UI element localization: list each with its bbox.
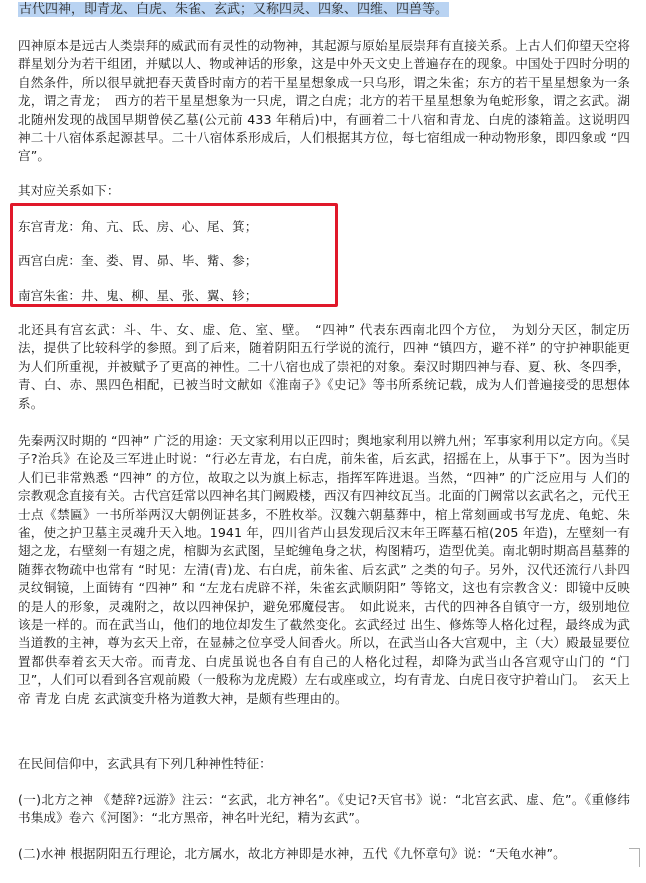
paragraph-usage: 先秦两汉时期的 “四神” 广泛的用途：天文家利用以正四时；舆地家利用以辨九州；军事家利用以定方向。《吴子?治兵》在论及三军进止时说：“行必左青龙，右白虎，前朱雀，后玄武，招摇在上，从事于下”。因为当时人们已非常熟悉 “四神” 的方位，故取之以为旗上标志，指挥军阵进退。当然，“四神” 的广泛应用与 人们的宗教观念直接有关。古代宫廷常以四神名其门阙殿楼，西汉有四神纹瓦当。北面的门阙常以玄武名之，元代王士点《禁匾》一书所举两汉大朝例证甚多，不胜枚举。汉魏六朝墓葬中，棺上常刻画或书写龙虎、龟蛇、朱雀，使之护卫墓主灵魂升天入地。1941 年，四川省芦山县发现后汉末年王晖墓石棺(205 年造)，左壁刻一有翅之龙，右壁刻一有翅之虎，棺脚为玄武图，呈蛇缠龟身之状，构图精巧，造型优美。南北朝时期高昌墓葬的随葬衣物疏中也常有 “时见：左清(青)龙、右白虎，前朱雀、后玄武” 之类的句子。另外，汉代还流行八卦四灵纹铜镜，上面铸有 “四神” 和 “左龙右虎辟不祥，朱雀玄武顺阴阳” 等铭文，这也有宗教含义：即镜中反映的是人的形象，灵魂附之，故以四神保护，避免邪魔侵害。 如此说来，古代的四神各自镇守一方，级别地位该是一样的。而在武当山，他们的地位却发生了截然变化。玄武经过 出生、修炼等人格化过程，最终成为武当道教的主神，尊为玄天上帝，在显赫之位享受人间香火。所以，在武当山各大宫观中，主（大）殿最显要位置都供奉着玄天大帝。而青龙、白虎虽说也各自有自己的人格化过程，却降为武当山各宫观守山门的 “门卫”，人们可以看到各宫观前殿（一般称为龙虎殿）左右或座或立，均有青龙、白虎日夜守护着山门。 玄天上帝 青龙 白虎 玄武演变升格为道教大神，是颇有些理由的。 bbox=[18, 433, 630, 706]
correspondence-line-east: 东宫青龙：角、亢、氐、房、心、尾、箕； bbox=[18, 219, 258, 234]
selected-text-highlight[interactable]: 古代四神，即青龙、白虎、朱雀、玄武；又称四灵、四象、四维、四兽等。 bbox=[19, 2, 449, 17]
correspondence-line-south: 南宫朱雀：井、鬼、柳、星、张、翼、轸； bbox=[18, 288, 258, 303]
paragraph-origin: 四神原本是远古人类崇拜的威武而有灵性的动物神，其起源与原始星辰崇拜有直接关系。上古人们仰望天空将群星划分为若干组团，并赋以人、物或神话的形象，这是中外天文史上普遍存在的现象。中国处于四时分明的自然条件，所以很早就把春天黄昏时南方的若干星星想象成一只乌形，谓之朱雀；东方的若干星星想象为一条龙，谓之青龙； 西方的若干星星想象为一只虎，谓之白虎；北方的若干星星想象为龟蛇形象，谓之玄武。湖北随州发现的战国早期曾侯乙墓(公元前 433 年稍后)中，有画着二十八宿和青龙、白虎的漆箱盖。这说明四神二十八宿体系起源甚早。二十八宿体系形成后，人们根据其方位，每七宿组成一种动物形象，即四象或 “四宫”。 bbox=[18, 38, 630, 164]
correspondence-line-west: 西宫白虎：奎、娄、胃、昴、毕、觜、参； bbox=[18, 253, 258, 268]
page-corner-mark bbox=[629, 848, 640, 867]
paragraph-correspondence-intro: 其对应关系如下： bbox=[18, 183, 120, 198]
paragraph-water-god: (二)水神 根据阴阳五行理论，北方属水，故北方神即是水神，五代《九怀章句》说：“天龟水神”。 bbox=[18, 846, 566, 861]
title-line bbox=[18, 1, 449, 19]
paragraph-north-god: (一)北方之神 《楚辞?远游》注云：“玄武，北方神名”。《史记?天官书》说：“北宫玄武、虚、危”。《重修纬书集成》卷六《河图》：“北方黑帝，神名叶光纪，精为玄武”。 bbox=[18, 792, 630, 826]
paragraph-folk-belief: 在民间信仰中，玄武具有下列几种神性特征： bbox=[18, 756, 272, 771]
paragraph-north-palace: 北还具有宫玄武：斗、牛、女、虚、危、室、壁。 “四神” 代表东西南北四个方位， 为划分天区，制定历法，提供了比较科学的参照。到了后来，随着阴阳五行学说的流行，四神 “镇四方，避不祥” 的守护神职能更为人们所重视，并被赋予了更高的神性。二十八宿也成了崇祀的对象。秦汉时期四神与春、夏、秋、冬四季，青、白、赤、黑四色相配，已被当时文献如《淮南子》《史记》等书所系统记载，成为人们普遍接受的思想体系。 bbox=[18, 322, 630, 411]
